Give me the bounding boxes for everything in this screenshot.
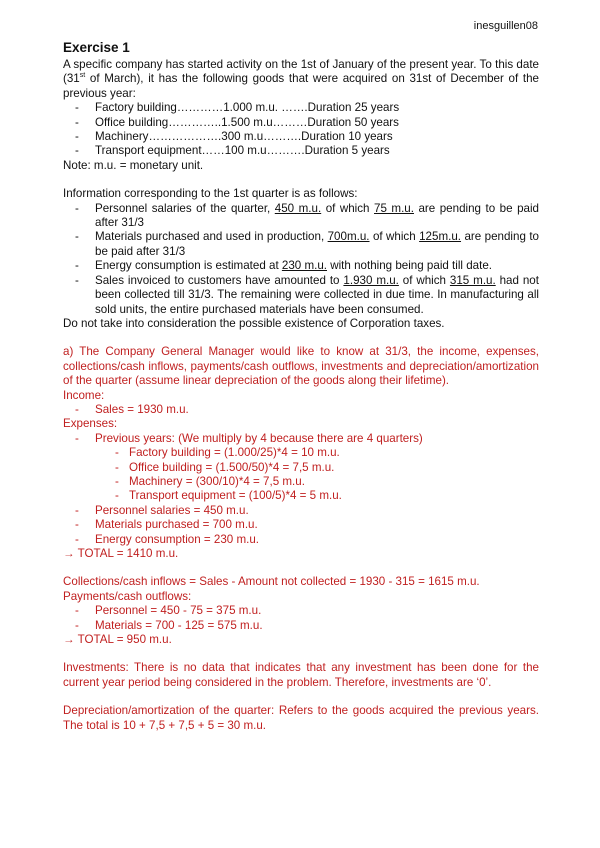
tax-note: Do not take into consideration the possible existence of Corporation taxes. <box>63 316 445 330</box>
expenses-label: Expenses: <box>63 417 118 431</box>
list-item: - Machinery……………….300 m.u……….Duration 10 years <box>63 130 539 144</box>
list-item: - Personnel salaries of the quarter, 450 m.u. of which 75 m.u. are pending to be paid after 31/3 <box>63 202 539 231</box>
income-label: Income: <box>63 388 105 402</box>
list-item: - Sales invoiced to customers have amounted to 1.930 m.u. of which 315 m.u. had not been collected till 31/3. The remaining were collected in due time. In manufacturing all sold units, the entire purchased materials have been consumed. <box>63 274 539 317</box>
note: Note: m.u. = monetary unit. <box>63 158 204 172</box>
income-list <box>63 403 539 417</box>
list-item: - Machinery = (300/10)*4 = 7,5 m.u. <box>63 475 539 489</box>
expenses-total: → TOTAL = 1410 m.u. <box>63 547 179 560</box>
list-item: - Sales = 1930 m.u. <box>63 403 539 417</box>
author-name: inesguillen08 <box>473 20 538 32</box>
collections-line: Collections/cash inflows = Sales - Amount not collected = 1930 - 315 = 1615 m.u. <box>63 575 480 589</box>
payments-label: Payments/cash outflows: <box>63 589 192 603</box>
list-item: - Transport equipment = (100/5)*4 = 5 m.u. <box>63 489 539 503</box>
depreciation-paragraph: Depreciation/amortization of the quarter: Refers to the goods acquired the previous years. The total is 10 + 7,5 + 7,5 + 5 = 30 m.u. <box>63 704 539 732</box>
info-intro: Information corresponding to the 1st quarter is as follows: <box>63 187 358 201</box>
expenses-list <box>63 432 539 446</box>
other-expenses-list <box>63 504 539 547</box>
list-item: - Transport equipment……100 m.u……….Duration 5 years <box>63 144 539 158</box>
payments-total: → TOTAL = 950 m.u. <box>63 633 172 647</box>
list-item: - Energy consumption is estimated at 230 m.u. with nothing being paid till date. <box>63 259 539 273</box>
info-list <box>63 202 539 317</box>
document-page <box>63 40 539 733</box>
list-item: - Factory building…………1.000 m.u. …….Duration 25 years <box>63 101 539 115</box>
list-item: - Materials purchased and used in production, 700m.u. of which 125m.u. are pending to be paid after 31/3 <box>63 230 539 259</box>
exercise-title: Exercise 1 <box>63 40 130 55</box>
list-item: - Factory building = (1.000/25)*4 = 10 m.u. <box>63 446 539 460</box>
list-item: - Personnel = 450 - 75 = 375 m.u. <box>63 604 539 618</box>
question-a: a) The Company General Manager would like to know at 31/3, the income, expenses, collections/cash inflows, payments/cash outflows, investments and depreciation/amortization of the quarter (assume linear depreciation of the goods along their lifetime). <box>63 345 539 388</box>
list-item: - Office building = (1.500/50)*4 = 7,5 m.u. <box>63 461 539 475</box>
intro-paragraph: A specific company has started activity on the 1st of January of the present year. To this date (31st of March), it has the following goods that were acquired on 31st of December of the previous year: <box>63 58 539 100</box>
list-item: - Materials purchased = 700 m.u. <box>63 518 539 532</box>
list-item: - Previous years: (We multiply by 4 because there are 4 quarters) <box>63 432 539 446</box>
list-item: - Materials = 700 - 125 = 575 m.u. <box>63 619 539 633</box>
investments-paragraph: Investments: There is no data that indicates that any investment has been done for the current year period being considered in the problem. Therefore, investments are ‘0’. <box>63 661 539 689</box>
list-item: - Energy consumption = 230 m.u. <box>63 533 539 547</box>
depreciation-sublist <box>63 446 539 504</box>
list-item: - Office building…………..1.500 m.u………Duration 50 years <box>63 116 539 130</box>
list-item: - Personnel salaries = 450 m.u. <box>63 504 539 518</box>
payments-list <box>63 604 539 633</box>
goods-list <box>63 101 539 159</box>
